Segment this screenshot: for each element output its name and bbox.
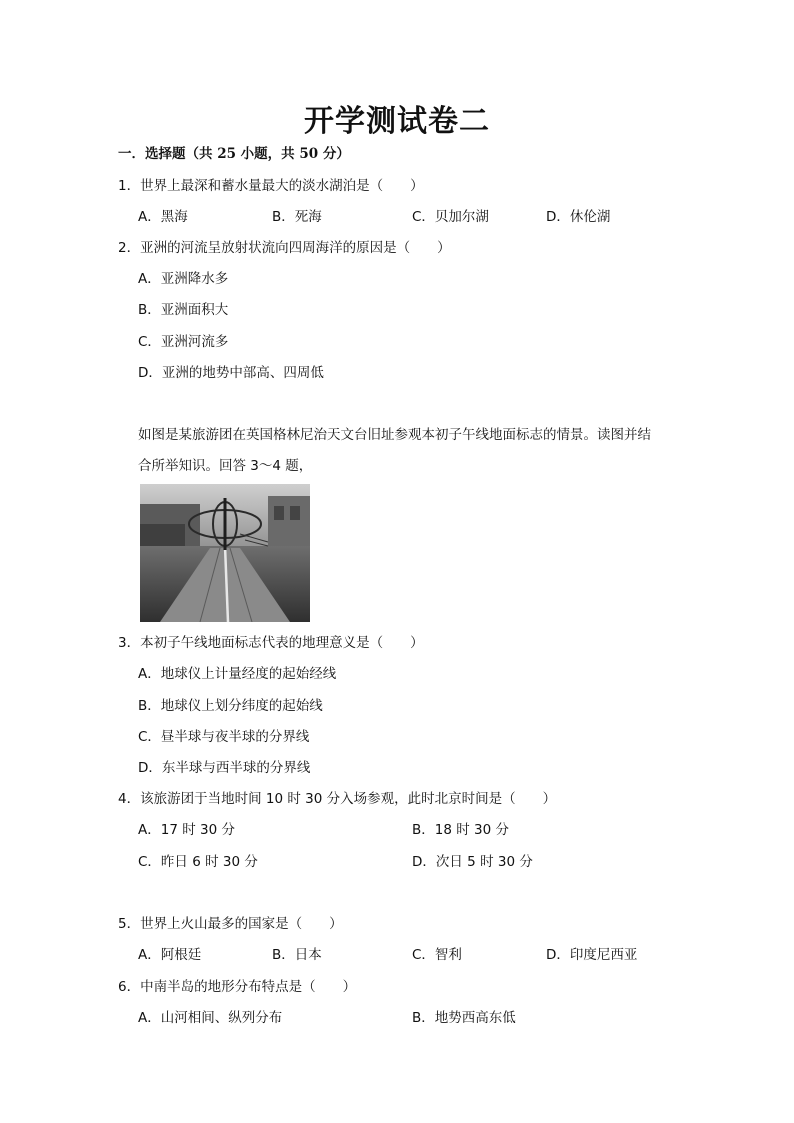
q5-option-d: D．印度尼西亚 (546, 947, 638, 963)
q4-option-a: A．17 时 30 分 (138, 822, 235, 838)
q3-option-a: A．地球仪上计量经度的起始经线 (138, 666, 337, 682)
question-5-stem: 5．世界上火山最多的国家是（ ） (118, 916, 343, 932)
q4-option-b: B．18 时 30 分 (412, 822, 509, 838)
q5-option-b: B．日本 (272, 947, 322, 963)
q2-option-c: C．亚洲河流多 (138, 334, 229, 350)
q2-option-d: D．亚洲的地势中部高、四周低 (138, 365, 324, 381)
question-6-stem: 6．中南半岛的地形分布特点是（ ） (118, 979, 357, 995)
q5-option-a: A．阿根廷 (138, 947, 202, 963)
q6-option-a: A．山河相间、纵列分布 (138, 1010, 283, 1026)
q2-option-b: B．亚洲面积大 (138, 302, 229, 318)
q2-option-a: A．亚洲降水多 (138, 271, 229, 287)
question-4-stem: 4．该旅游团于当地时间 10 时 30 分入场参观，此时北京时间是（ ） (118, 791, 557, 807)
question-3-stem: 3．本初子午线地面标志代表的地理意义是（ ） (118, 635, 424, 651)
q4-option-c: C．昨日 6 时 30 分 (138, 854, 258, 870)
question-1-stem: 1．世界上最深和蓄水量最大的淡水湖泊是（ ） (118, 178, 424, 194)
question-2-stem: 2．亚洲的河流呈放射状流向四周海洋的原因是（ ） (118, 240, 451, 256)
q1-option-b: B．死海 (272, 209, 322, 225)
q6-option-b: B．地势西高东低 (412, 1010, 516, 1026)
q1-option-d: D．休伦湖 (546, 209, 611, 225)
meridian-photo (140, 484, 310, 622)
passage-line-1: 如图是某旅游团在英国格林尼治天文台旧址参观本初子午线地面标志的情景。读图并结 (138, 427, 651, 443)
q1-option-c: C．贝加尔湖 (412, 209, 489, 225)
q4-option-d: D．次日 5 时 30 分 (412, 854, 533, 870)
passage-line-2: 合所举知识。回答 3～4 题， (138, 458, 313, 474)
q1-option-a: A．黑海 (138, 209, 188, 225)
section-heading: 一．选择题（共 25 小题，共 50 分） (118, 146, 350, 162)
q3-option-b: B．地球仪上划分纬度的起始线 (138, 698, 323, 714)
q3-option-c: C．昼半球与夜半球的分界线 (138, 729, 310, 745)
q3-option-d: D．东半球与西半球的分界线 (138, 760, 311, 776)
page-title: 开学测试卷二 (304, 104, 490, 139)
q5-option-c: C．智利 (412, 947, 462, 963)
